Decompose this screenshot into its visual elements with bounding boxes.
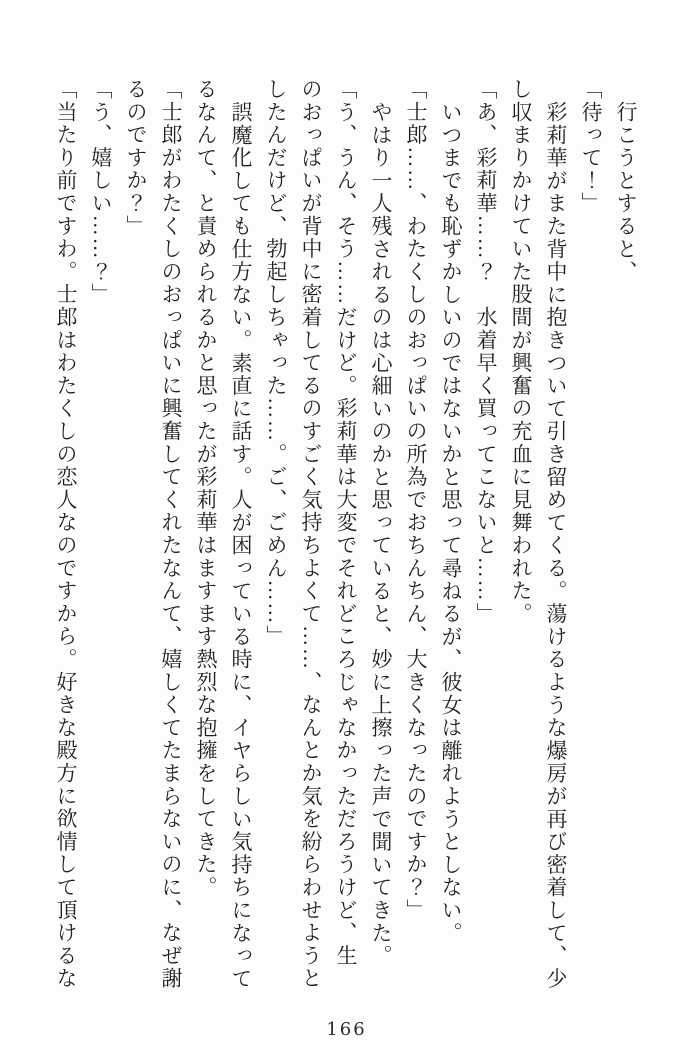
text-line: いつまでも恥ずかしいのではないかと思って尋ねるが、彼女は離れようとしない。: [439, 101, 463, 945]
text-body: [48, 78, 643, 1002]
text-line: 彩莉華がまた背中に抱きついて引き留めてくる。蕩けるような爆房が再び密着して、少: [544, 101, 568, 991]
text-line: 行こうとすると、: [614, 101, 638, 284]
text-line: やはり一人残されるのは心細いのかと思っていると、妙に上擦った声で聞いてきた。: [369, 101, 393, 968]
text-line: 「待って！」: [579, 78, 603, 215]
text-line: 「士郎がわたくしのおっぱいに興奮してくれたなんて、嬉しくてたまらないのに、なぜ謝: [159, 78, 183, 990]
page-number: 166: [326, 1019, 367, 1040]
text-line: 「う、うん、そう……だけど。彩莉華は大変でそれどころじゃなかっただろうけど、生: [334, 78, 358, 968]
text-line: 誤魔化しても仕方ない。素直に話す。人が困っている時に、イヤらしい気持ちになって: [229, 101, 253, 991]
text-line: るのですか？」: [124, 78, 148, 238]
text-line: 「う、嬉しい……？」: [89, 78, 113, 306]
text-line: 「士郎……、わたくしのおっぱいの所為でおちんちん、大きくなったのですか？」: [404, 78, 428, 922]
text-line: し収まりかけていた股間が興奮の充血に見舞われた。: [509, 78, 533, 626]
text-line: るなんて、と責められるかと思ったが彩莉華はますます熱烈な抱擁をしてきた。: [194, 78, 218, 899]
text-line: 「当たり前ですわ。士郎はわたくしの恋人なのですから。好きな殿方に欲情して頂けるな: [54, 78, 78, 990]
text-line: のおっぱいが背中に密着してるのすごく気持ちよくて……、なんとか気を紛らわせようと: [299, 78, 323, 990]
text-line: 「あ、彩莉華……？ 水着早く買ってこないと……」: [474, 78, 498, 626]
text-line: したんだけど、勃起しちゃった……。ご、ごめん……」: [264, 78, 288, 648]
